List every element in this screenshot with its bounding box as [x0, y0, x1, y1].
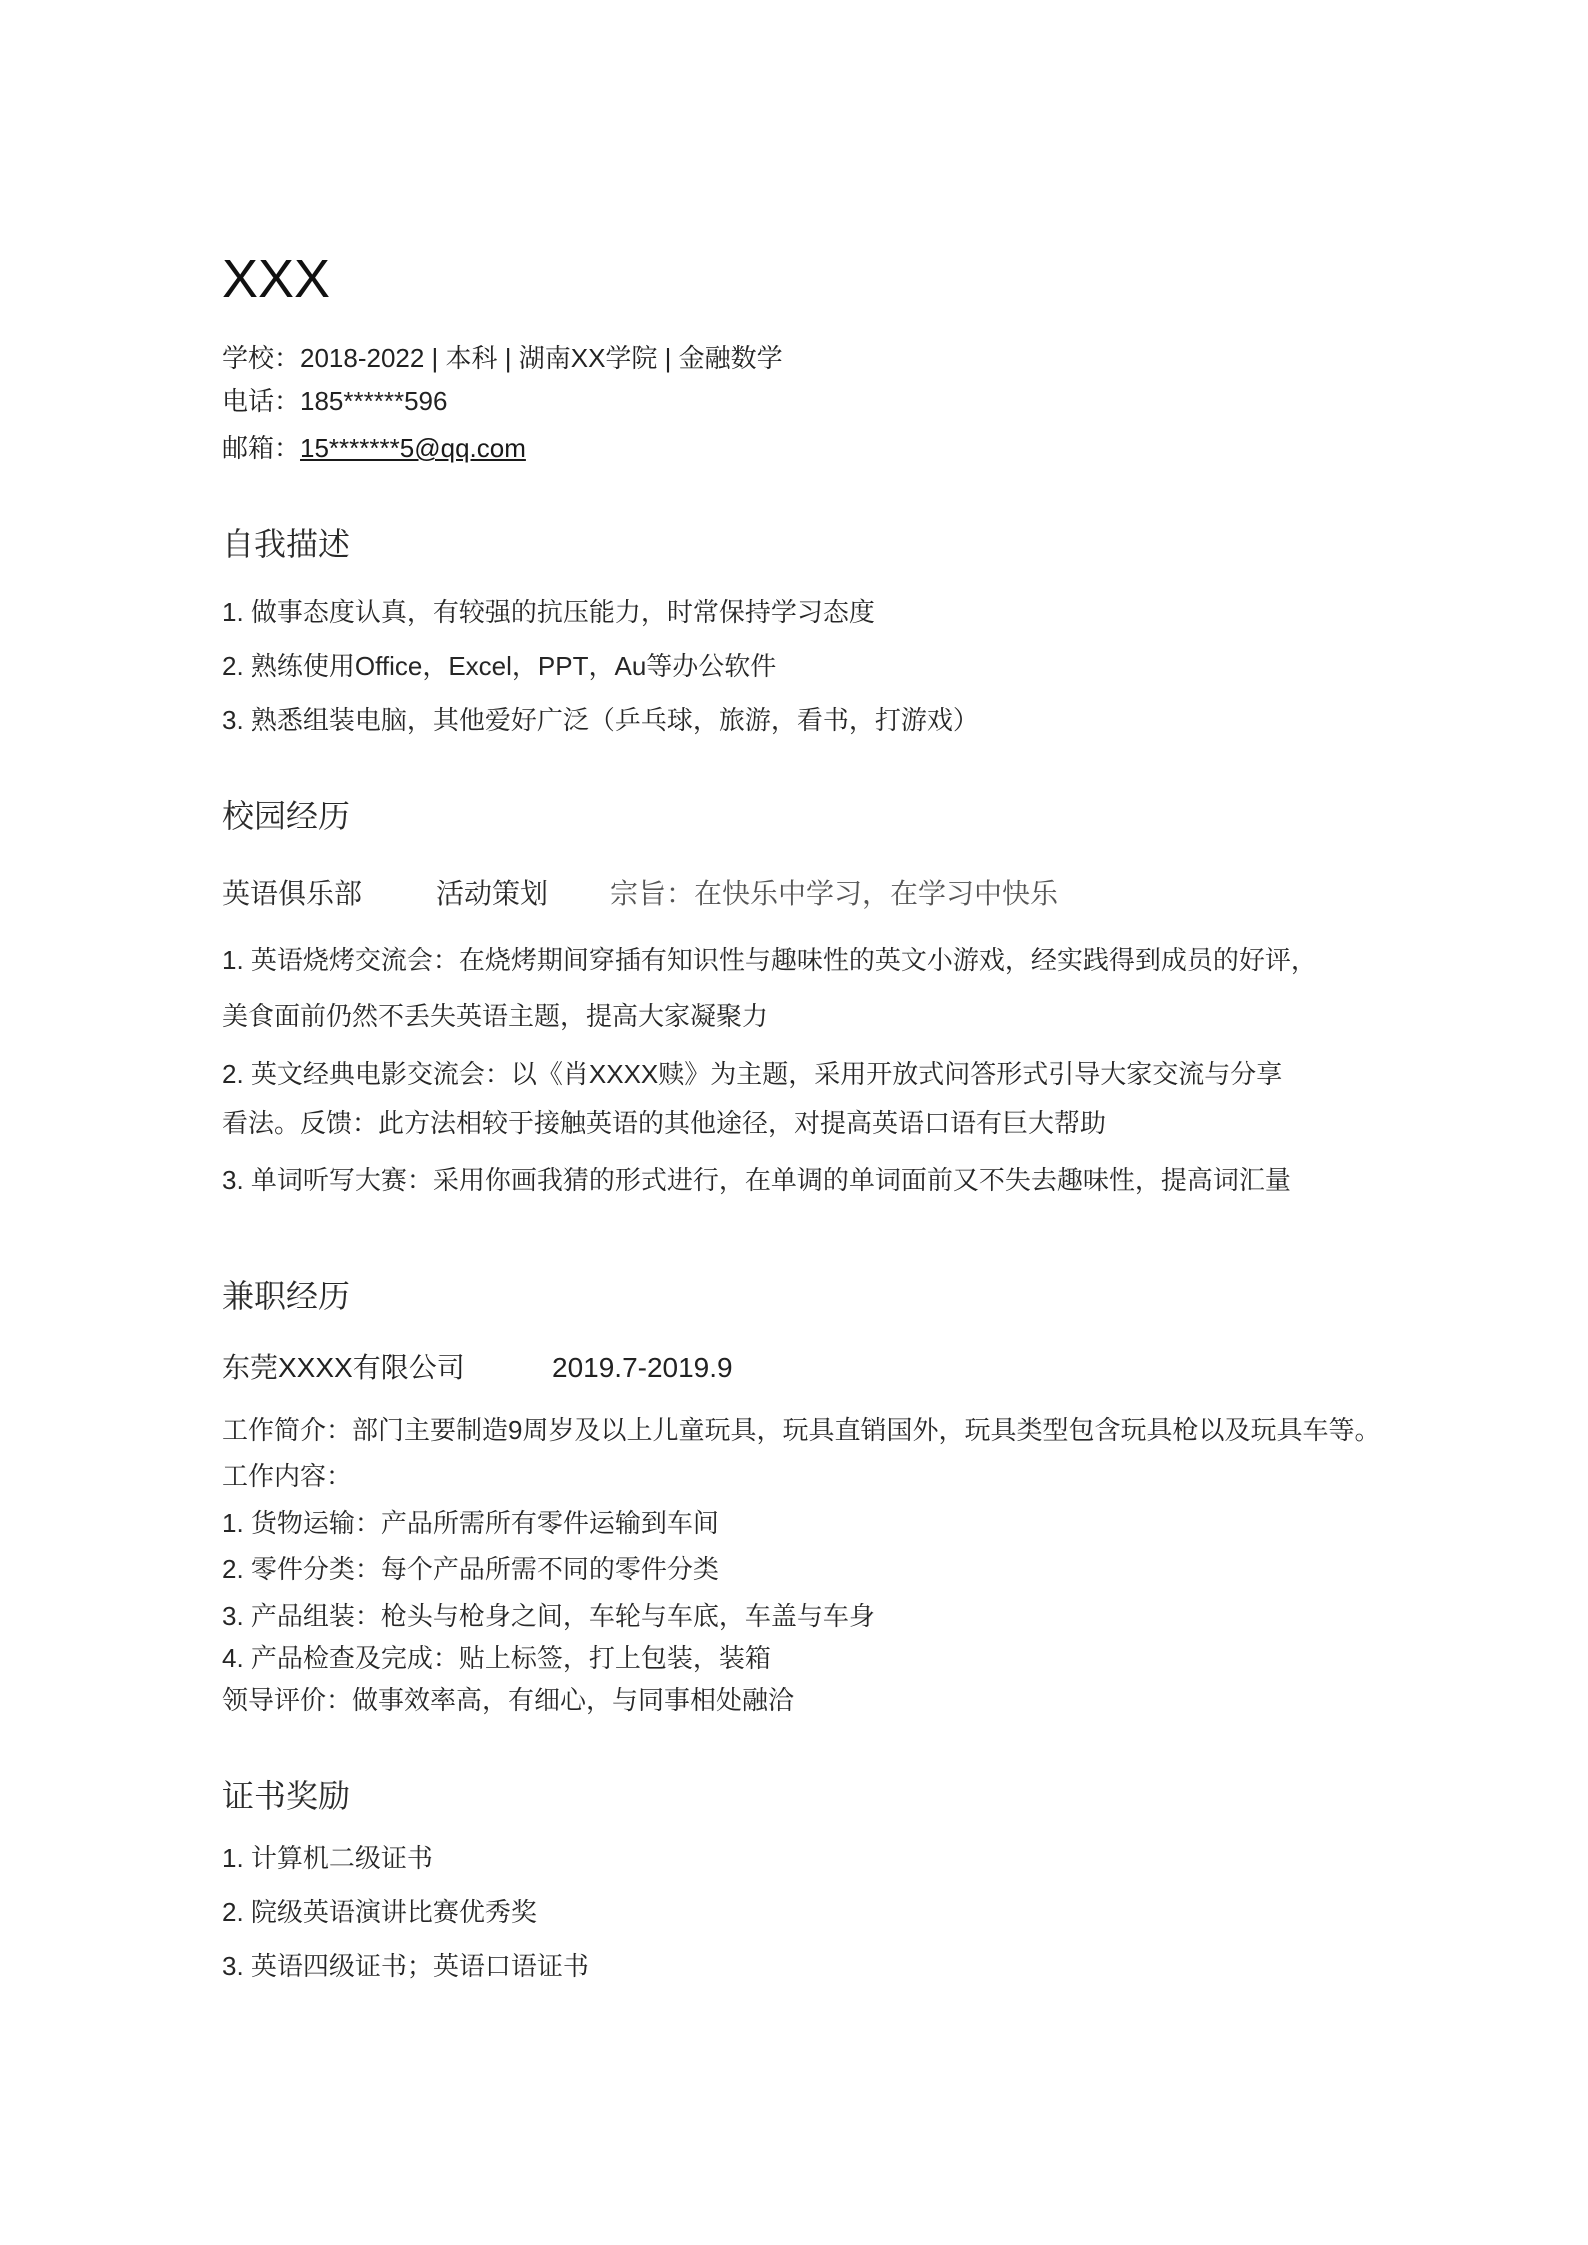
parttime-line: 3. 产品组装：枪头与枪身之间，车轮与车底，车盖与车身: [222, 1601, 875, 1631]
campus-line: 2. 英文经典电影交流会：以《肖XXXX赎》为主题，采用开放式问答形式引导大家交流与分享: [222, 1059, 1283, 1089]
club-row: [222, 874, 1058, 914]
certificate-item: 2. 院级英语演讲比赛优秀奖: [222, 1897, 537, 1927]
candidate-name: XXX: [222, 249, 331, 309]
email-line: [222, 430, 526, 466]
club-name: 英语俱乐部: [222, 878, 363, 909]
club-motto: 宗旨：在快乐中学习，在学习中快乐: [610, 878, 1059, 909]
campus-line: 1. 英语烧烤交流会：在烧烤期间穿插有知识性与趣味性的英文小游戏，经实践得到成员的好评，: [222, 945, 1317, 975]
school-line: 学校：2018-2022 | 本科 | 湖南XX学院 | 金融数学: [222, 343, 783, 373]
email-label: 邮箱：: [222, 433, 301, 463]
parttime-line: 工作内容：: [222, 1461, 353, 1491]
club-role: 活动策划: [436, 878, 549, 909]
parttime-line: 领导评价：做事效率高，有细心，与同事相处融洽: [222, 1685, 795, 1715]
campus-line: 美食面前仍然不丢失英语主题，提高大家凝聚力: [222, 1001, 769, 1031]
job-dates: 2019.7-2019.9: [552, 1352, 733, 1383]
section-title-self-description: 自我描述: [222, 526, 351, 562]
self-description-item: 3. 熟悉组装电脑，其他爱好广泛（乒乓球，旅游，看书，打游戏）: [222, 705, 979, 735]
parttime-line: 1. 货物运输：产品所需所有零件运输到车间: [222, 1508, 719, 1538]
email-link[interactable]: 15*******5@qq.com: [300, 433, 526, 463]
campus-line: 看法。反馈：此方法相较于接触英语的其他途径，对提高英语口语有巨大帮助: [222, 1108, 1107, 1138]
parttime-line: 4. 产品检查及完成：贴上标签，打上包装，装箱: [222, 1643, 771, 1673]
phone-line: 电话：185******596: [222, 386, 448, 416]
section-title-parttime: 兼职经历: [222, 1278, 351, 1314]
campus-line: 3. 单词听写大赛：采用你画我猜的形式进行，在单调的单词面前又不失去趣味性，提高词汇量: [222, 1165, 1291, 1195]
job-company: 东莞XXXX有限公司: [222, 1352, 465, 1383]
job-row: [222, 1348, 733, 1388]
certificate-item: 1. 计算机二级证书: [222, 1843, 433, 1873]
section-title-campus: 校园经历: [222, 798, 351, 834]
parttime-line: 2. 零件分类：每个产品所需不同的零件分类: [222, 1554, 719, 1584]
section-title-certificates: 证书奖励: [222, 1778, 351, 1814]
self-description-item: 1. 做事态度认真，有较强的抗压能力，时常保持学习态度: [222, 597, 875, 627]
self-description-item: 2. 熟练使用Office，Excel，PPT，Au等办公软件: [222, 651, 777, 681]
certificate-item: 3. 英语四级证书；英语口语证书: [222, 1951, 589, 1981]
parttime-line: 工作简介：部门主要制造9周岁及以上儿童玩具，玩具直销国外，玩具类型包含玩具枪以及玩具车等。: [222, 1415, 1381, 1445]
